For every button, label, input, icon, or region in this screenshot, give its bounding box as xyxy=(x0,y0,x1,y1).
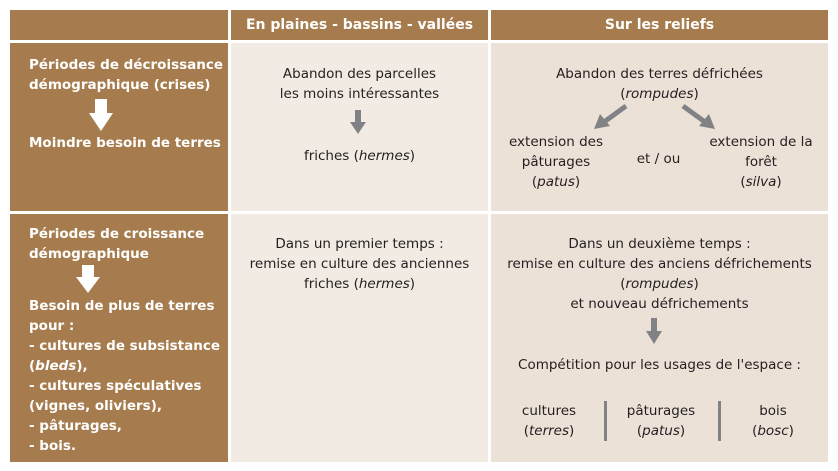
down-arrow-icon xyxy=(646,318,662,344)
row2-side-line9: - pâturages, xyxy=(29,418,122,434)
row2-side-line6: (bleds), xyxy=(29,358,88,374)
row1-left-line1: extension des xyxy=(508,134,603,150)
separator-bar xyxy=(604,401,607,441)
diagonal-left-arrow-icon xyxy=(594,104,628,130)
row2-side-line2: démographique xyxy=(29,246,149,262)
row1-connector: et / ou xyxy=(636,151,681,167)
row2-side-line5: - cultures de subsistance xyxy=(29,338,221,354)
header-plains-label: En plaines - bassins - vallées xyxy=(245,17,474,33)
row1-left-line2: pâturages xyxy=(521,154,591,170)
row2-side-line7: - cultures spéculatives xyxy=(29,378,202,394)
row2-reliefs-line3: (rompudes) xyxy=(620,276,699,292)
row1-side-cell xyxy=(10,43,228,211)
row2-side-line8: (vignes, oliviers), xyxy=(29,398,162,414)
header-reliefs xyxy=(491,10,828,40)
use-paturages-name: pâturages xyxy=(626,403,696,419)
use-cultures-name: cultures xyxy=(521,403,577,419)
row1-plains-cell xyxy=(231,43,488,211)
row1-side-line3: Moindre besoin de terres xyxy=(29,135,221,151)
row1-plains-result: friches (hermes) xyxy=(303,148,416,164)
down-arrow-icon xyxy=(89,99,113,131)
down-arrow-icon xyxy=(350,110,366,134)
use-cultures-detail: (terres) xyxy=(523,423,575,439)
row1-left-line3: (patus) xyxy=(531,174,581,190)
row2-plains-line1: Dans un premier temps : xyxy=(275,236,444,252)
diagonal-right-arrow-icon xyxy=(681,104,715,130)
row2-reliefs-line4: et nouveau défrichements xyxy=(570,296,749,312)
row2-reliefs-line2: remise en culture des anciens défrichements xyxy=(507,256,812,272)
row1-side-line1: Périodes de décroissance xyxy=(29,57,224,73)
row2-side-line1: Périodes de croissance xyxy=(29,226,205,242)
down-arrow-icon xyxy=(76,265,100,293)
use-bois-detail: (bosc) xyxy=(752,423,794,439)
header-plains xyxy=(231,10,488,40)
row2-reliefs-line5: Compétition pour les usages de l'espace : xyxy=(518,357,801,373)
row2-plains-cell xyxy=(231,214,488,462)
row1-right-line1: extension de la xyxy=(709,134,813,150)
row1-plains-line2: les moins intéressantes xyxy=(279,86,440,102)
row2-side-line10: - bois. xyxy=(29,438,77,454)
header-reliefs-label: Sur les reliefs xyxy=(604,17,715,33)
row1-right-line2: forêt xyxy=(745,154,777,170)
row1-right-line3: (silva) xyxy=(740,174,782,190)
header-corner xyxy=(10,10,228,40)
separator-bar xyxy=(718,401,721,441)
row1-reliefs-cell xyxy=(491,43,828,211)
row2-plains-line3: friches (hermes) xyxy=(303,276,416,292)
row1-side-line2: démographique (crises) xyxy=(29,77,211,93)
row1-plains-line1: Abandon des parcelles xyxy=(282,66,437,82)
row2-reliefs-line1: Dans un deuxième temps : xyxy=(568,236,751,252)
row1-reliefs-line1: Abandon des terres défrichées xyxy=(556,66,763,82)
use-bois-name: bois xyxy=(759,403,787,419)
use-paturages-detail: (patus) xyxy=(636,423,686,439)
row2-side-line4: pour : xyxy=(29,318,75,334)
row1-reliefs-line2: (rompudes) xyxy=(620,86,699,102)
row2-side-line3: Besoin de plus de terres xyxy=(29,298,215,314)
row2-plains-line2: remise en culture des anciennes xyxy=(249,256,470,272)
row2-side-cell xyxy=(10,214,228,462)
row2-reliefs-cell xyxy=(491,214,828,462)
